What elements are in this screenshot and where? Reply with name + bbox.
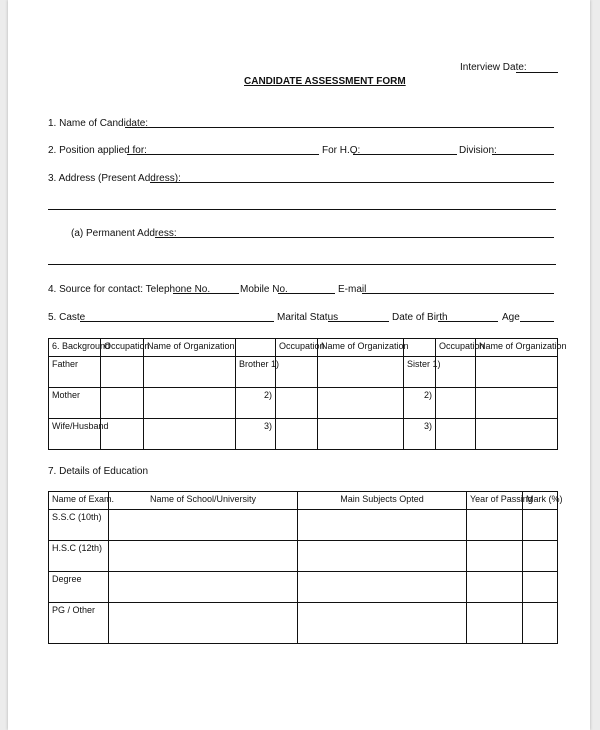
- table-row: [49, 603, 558, 644]
- for-hq-field[interactable]: [353, 154, 457, 155]
- header-mark: Mark (%): [523, 492, 558, 510]
- cell[interactable]: [476, 388, 558, 419]
- cell[interactable]: [523, 510, 558, 541]
- cell[interactable]: [101, 388, 144, 419]
- telephone-field[interactable]: [173, 293, 239, 294]
- header-school: Name of School/University: [109, 492, 298, 510]
- caste-label: 5. Caste: [48, 312, 86, 323]
- division-field[interactable]: [492, 154, 554, 155]
- background-header-row: [49, 339, 558, 357]
- cell[interactable]: [109, 541, 298, 572]
- email-field[interactable]: [362, 293, 554, 294]
- marital-status-field[interactable]: [328, 321, 389, 322]
- header-exam: Name of Exam.: [49, 492, 109, 510]
- cell[interactable]: [109, 572, 298, 603]
- row-label-sister-3: 3): [404, 419, 436, 450]
- division-label: Division:: [459, 145, 497, 156]
- cell[interactable]: [467, 603, 523, 644]
- header-occupation-3: Occupation: [436, 339, 476, 357]
- cell[interactable]: [436, 357, 476, 388]
- table-row: [49, 357, 558, 388]
- row-label-wife-husband: Wife/Husband: [49, 419, 101, 450]
- cell[interactable]: [523, 603, 558, 644]
- age-label: Age: [502, 312, 520, 323]
- education-table: [48, 491, 563, 644]
- permanent-address-field-line1[interactable]: [155, 237, 554, 238]
- interview-date-field[interactable]: [516, 72, 558, 73]
- cell[interactable]: [109, 510, 298, 541]
- dob-field[interactable]: [438, 321, 498, 322]
- name-label: 1. Name of Candidate:: [48, 118, 149, 129]
- row-label-father: Father: [49, 357, 101, 388]
- cell[interactable]: [276, 388, 318, 419]
- row-label-mother: Mother: [49, 388, 101, 419]
- dob-label: Date of Birth: [392, 312, 448, 323]
- cell[interactable]: [101, 357, 144, 388]
- cell[interactable]: [144, 388, 236, 419]
- row-label-degree: Degree: [49, 572, 109, 603]
- cell[interactable]: [523, 572, 558, 603]
- background-table: [48, 338, 567, 450]
- table-row: [49, 572, 558, 603]
- cell[interactable]: [298, 510, 467, 541]
- table-row: [49, 388, 558, 419]
- caste-field[interactable]: [80, 321, 274, 322]
- cell[interactable]: [318, 388, 404, 419]
- row-label-ssc: S.S.C (10th): [49, 510, 109, 541]
- address-field-line1[interactable]: [150, 182, 554, 183]
- address-label: 3. Address (Present Address):: [48, 173, 181, 184]
- email-label: E-mail: [338, 284, 367, 295]
- cell[interactable]: [144, 419, 236, 450]
- table-row: [49, 419, 558, 450]
- permanent-address-label: (a) Permanent Address:: [71, 228, 177, 239]
- cell[interactable]: [523, 541, 558, 572]
- cell[interactable]: [467, 510, 523, 541]
- education-header-row: [49, 492, 558, 510]
- name-field[interactable]: [125, 127, 554, 128]
- mobile-field[interactable]: [278, 293, 335, 294]
- cell[interactable]: [467, 572, 523, 603]
- interview-date-label: Interview Date:: [460, 62, 527, 73]
- mobile-label: Mobile No.: [240, 284, 288, 295]
- cell[interactable]: [144, 357, 236, 388]
- header-organization-1: Name of Organization: [144, 339, 236, 357]
- address-field-line2[interactable]: [48, 209, 556, 210]
- cell[interactable]: [318, 357, 404, 388]
- cell[interactable]: [476, 419, 558, 450]
- cell[interactable]: [298, 572, 467, 603]
- header-organization-2: Name of Organization: [318, 339, 404, 357]
- cell[interactable]: [109, 603, 298, 644]
- table-row: [49, 541, 558, 572]
- cell[interactable]: [318, 419, 404, 450]
- row-label-brother-2: 2): [236, 388, 276, 419]
- age-field[interactable]: [520, 321, 554, 322]
- header-blank-1: [236, 339, 276, 357]
- cell[interactable]: [467, 541, 523, 572]
- header-occupation-2: Occupation: [276, 339, 318, 357]
- header-occupation-1: Occupation: [101, 339, 144, 357]
- header-background: 6. Background: [49, 339, 101, 357]
- row-label-brother-3: 3): [236, 419, 276, 450]
- header-organization-3: Name of Organization: [476, 339, 558, 357]
- position-label: 2. Position applied for:: [48, 145, 147, 156]
- row-label-pg-other: PG / Other: [49, 603, 109, 644]
- for-hq-label: For H.Q:: [322, 145, 361, 156]
- cell[interactable]: [276, 419, 318, 450]
- table-row: [49, 510, 558, 541]
- marital-status-label: Marital Status: [277, 312, 339, 323]
- row-label-sister-2: 2): [404, 388, 436, 419]
- row-label-brother-1: Brother 1): [236, 357, 276, 388]
- cell[interactable]: [298, 541, 467, 572]
- row-label-sister-1: Sister 1): [404, 357, 436, 388]
- permanent-address-field-line2[interactable]: [48, 264, 556, 265]
- form-page: [8, 0, 590, 730]
- header-year: Year of Passing: [467, 492, 523, 510]
- position-field[interactable]: [127, 154, 319, 155]
- cell[interactable]: [436, 419, 476, 450]
- header-subjects: Main Subjects Opted: [298, 492, 467, 510]
- cell[interactable]: [276, 357, 318, 388]
- cell[interactable]: [476, 357, 558, 388]
- cell[interactable]: [298, 603, 467, 644]
- cell[interactable]: [436, 388, 476, 419]
- education-heading: 7. Details of Education: [48, 466, 149, 477]
- form-title: CANDIDATE ASSESSMENT FORM: [244, 76, 406, 87]
- row-label-hsc: H.S.C (12th): [49, 541, 109, 572]
- telephone-label: 4. Source for contact: Telephone No.: [48, 284, 211, 295]
